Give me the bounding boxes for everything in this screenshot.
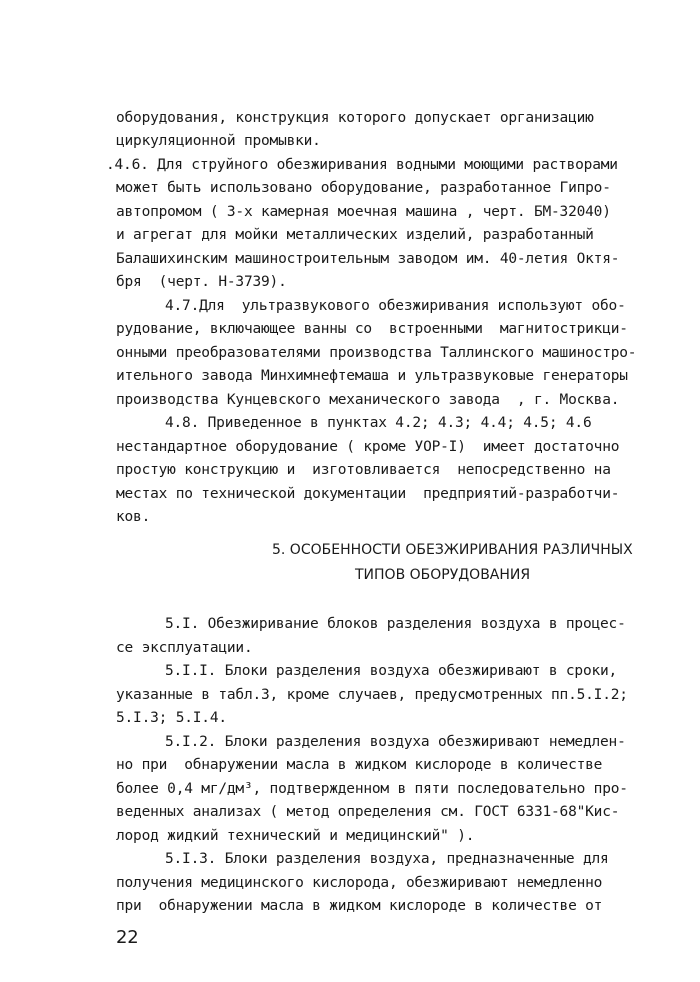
text-line: 5.I.3; 5.I.4.: [116, 710, 227, 726]
text-line: рудование, включающее ванны со встроенными магнитострикци-: [116, 321, 628, 337]
text-line: может быть использовано оборудование, разработанное Гипро-: [116, 180, 611, 196]
text-line: но при обнаружении масла в жидком кислороде в количестве: [116, 757, 603, 773]
text-line: .4.6. Для струйного обезжиривания водными моющими растворами: [106, 157, 618, 173]
section-heading: 5. ОСОБЕННОСТИ ОБЕЗЖИРИВАНИЯ РАЗЛИЧНЫХ: [272, 542, 633, 558]
section-heading: ТИПОВ ОБОРУДОВАНИЯ: [355, 567, 531, 583]
text-line: производства Кунцевского механического завода , г. Москва.: [116, 392, 620, 408]
text-line: и агрегат для мойки металлических изделий, разработанный: [116, 227, 594, 243]
text-line: ительного завода Минхимнефтемаша и ультразвуковые генераторы: [116, 368, 628, 384]
text-line: указанные в табл.3, кроме случаев, предусмотренных пп.5.I.2;: [116, 687, 628, 703]
text-line: се эксплуатации.: [116, 640, 253, 656]
text-line: 4.8. Приведенное в пунктах 4.2; 4.3; 4.4; 4.5; 4.6: [165, 415, 592, 431]
text-line: автопромом ( 3-х камерная моечная машина , черт. БМ-32040): [116, 204, 611, 220]
text-line: при обнаружении масла в жидком кислороде в количестве от: [116, 898, 603, 914]
text-line: ков.: [116, 509, 151, 525]
text-line: бря (черт. Н-3739).: [116, 274, 287, 290]
text-line: 4.7.Для ультразвукового обезжиривания используют обо-: [165, 298, 626, 314]
text-line: циркуляционной промывки.: [116, 133, 321, 149]
text-line: более 0,4 мг/дм³, подтвержденном в пяти последовательно про-: [116, 781, 628, 797]
text-line: нестандартное оборудование ( кроме УОР-I) имеет достаточно: [116, 439, 620, 455]
text-line: 5.I.2. Блоки разделения воздуха обезжиривают немедлен-: [165, 734, 626, 750]
text-line: Балашихинским машиностроительным заводом им. 40-летия Октя-: [116, 251, 620, 267]
text-line: оборудования, конструкция которого допускает организацию: [116, 110, 594, 126]
text-line: 5.I.I. Блоки разделения воздуха обезжиривают в сроки,: [165, 663, 618, 679]
text-line: онными преобразователями производства Таллинского машиностро-: [116, 345, 637, 361]
text-line: веденных анализах ( метод определения см. ГОСТ 6331-68"Кис-: [116, 804, 620, 820]
page-number: 22: [116, 927, 139, 948]
text-line: лород жидкий технический и медицинский" ).: [116, 828, 475, 844]
text-line: местах по технической документации предприятий-разработчи-: [116, 486, 620, 502]
text-line: 5.I.3. Блоки разделения воздуха, предназначенные для: [165, 851, 609, 867]
text-line: простую конструкцию и изготовливается непосредственно на: [116, 462, 611, 478]
text-line: 5.I. Обезжиривание блоков разделения воздуха в процес-: [165, 616, 626, 632]
text-line: получения медицинского кислорода, обезжиривают немедленно: [116, 875, 603, 891]
